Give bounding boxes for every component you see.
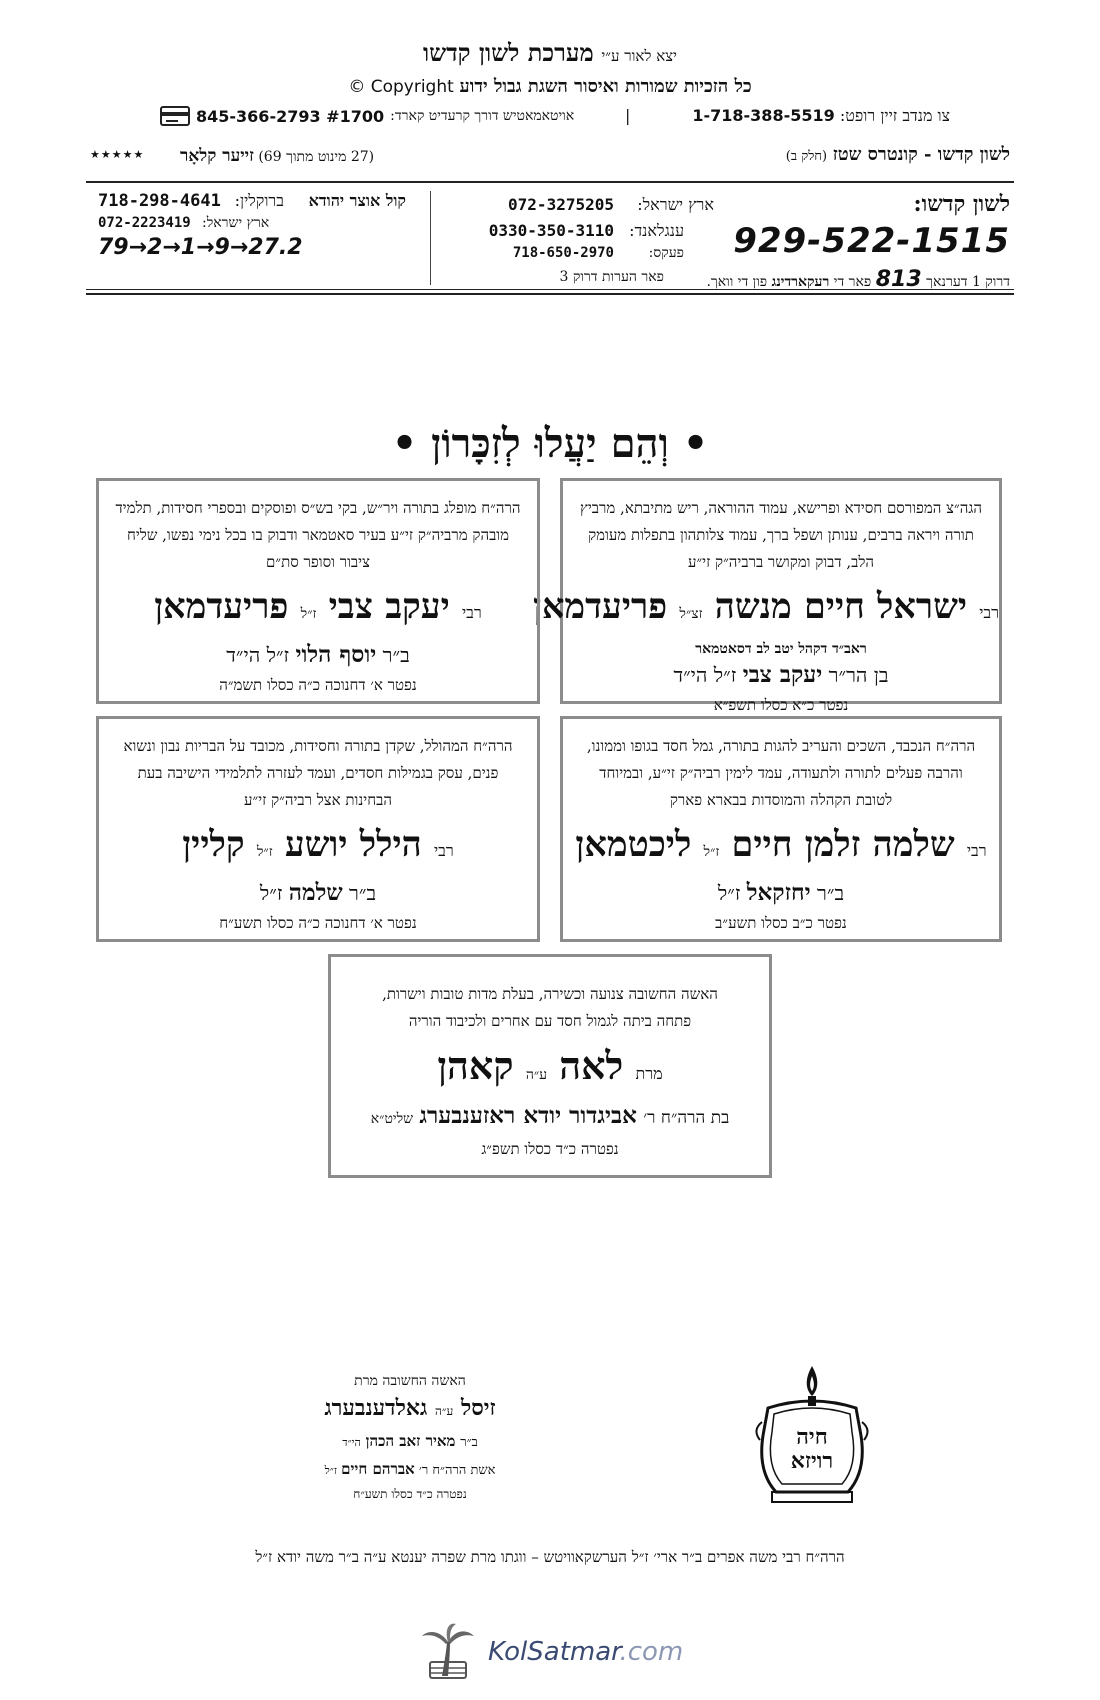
memorial-description: האשה החשובה צנועה וכשירה, בעלת מדות טובות וישרות, פתחה ביתה לגמול חסד עם אחרים ולכיבוד הוריה: [382, 985, 718, 1030]
donation-call: צו מנדב זיין רופט: 1-718-388-5519: [692, 106, 950, 125]
memorial-date: נפטרה כ״ד כסלו תשפ״ג: [481, 1140, 619, 1158]
phone-bar: [86, 181, 1014, 295]
memorial-extra: ראב״ד דקהל יטב לב דסאטמאר: [695, 641, 867, 657]
fax-number[interactable]: 718-650-2970: [512, 245, 614, 261]
memorial-description: הרה״ח המהולל, שקדן בתורה וחסידות, מכובד על הבריות נבון ונשוא פנים, עסק בגמילות חסדים, ועמד לעזרה לתלמידי הישיבה בעת הבחינות אצל רביה״ק זי״ע: [123, 737, 513, 809]
publisher-line: [0, 38, 1100, 68]
memorial-date: נפטר כ״ב כסלו תשע״ב: [715, 914, 847, 932]
kol-israel-label: ארץ ישראל:: [202, 215, 270, 231]
memorial-title: • וְהֵם יַעֲלוּ לְזִכָּרוֹן •: [391, 420, 709, 467]
england-label: ענגלאנד:: [629, 221, 684, 240]
memorial-small: האשה החשובה מרת זיסל ע״ה גאלדענבערג ב״ר מאיר זאב הכהן הי״ד אשת הרה״ח ר׳ אברהם חיים ז״ל נפטרה כ״ד כסלו תשע״ח: [324, 1373, 496, 1501]
memorial-box: [96, 478, 540, 704]
auto-phone[interactable]: 845-366-2793 #1700: [196, 106, 385, 126]
logo-line-2: רויזא: [790, 1448, 834, 1474]
published-prefix: יצא לאור ע״י: [601, 47, 677, 65]
memorial-box: [533, 478, 1002, 714]
credit-card-icon: [160, 106, 190, 126]
memorial-description: הגה״צ המפורסם חסידא ופרישא, עמוד ההוראה, ריש מתיבתא, מרביץ תורה ויראה ברבים, ענותן ושפל ברך, עמוד צלותהון בתפלות מעומק הלב, דבוק ומקושר ברביה״ק זי״ע: [580, 499, 982, 571]
memorial-name: רבי ישראל חיים מנשה זצ״ל פריעדמאן: [533, 586, 999, 627]
kol-label: קול אוצר יהודא: [308, 191, 406, 210]
copyright-line: [0, 76, 1100, 97]
section-info: (27 מינוט מתוך 69) זייער קלאָר: [180, 146, 375, 166]
memorial-name: רבי יעקב צבי ז״ל פריעדמאן: [154, 586, 482, 627]
notes-line: פאר הערות דרוק 3: [559, 269, 664, 285]
israel-number[interactable]: 072-3275205: [508, 195, 614, 214]
memorial-name: רבי שלמה זלמן חיים ז״ל ליכטמאן: [575, 824, 987, 865]
memorial-date: נפטר כ״א כסלו תשפ״א: [713, 696, 849, 714]
donation-line: [160, 106, 950, 132]
separator: |: [625, 106, 631, 125]
memorial-description: הרה״ח הנכבד, השכים והעריב להגות בתורה, גמל חסד בגופו וממונו, והרבה פעלים לתורה ולתעודה, עמד לימין רביה״ק זי״ע, ובמיוחד לטובת הקהלה והמוסדות בבארא פארק: [586, 737, 976, 809]
memorial-name: מרת לאה ע״ה קאהן: [437, 1043, 663, 1088]
copyright-latin: Copyright ©: [348, 77, 454, 97]
lashon-number[interactable]: 929-522-1515: [733, 221, 1010, 261]
footer-logo[interactable]: [420, 1622, 683, 1682]
candle-logo: [748, 1360, 876, 1510]
brooklyn-number[interactable]: 718-298-4641: [98, 191, 221, 211]
fax-label: פעקס:: [648, 245, 684, 261]
call-phone[interactable]: 1-718-388-5519: [692, 106, 835, 125]
bar-divider: [430, 191, 431, 285]
memorial-date: נפטר א׳ דחנוכה כ״ה כסלו תשמ״ה: [219, 676, 417, 694]
lashon-label: לשון קדשו:: [913, 191, 1010, 217]
brooklyn-label: ברוקלין:: [234, 191, 284, 210]
memorial-date: נפטר א׳ דחנוכה כ״ה כסלו תשע״ח: [219, 914, 417, 932]
footer-brand: KolSatmar.com: [488, 1637, 684, 1667]
rating-stars: ★★★★★: [90, 148, 145, 161]
copyright-text: כל הזכיות שמורות ואיסור השגת גבול ידוע: [459, 76, 752, 97]
publisher-name: מערכת לשון קדשו: [423, 38, 594, 67]
memorial-description: הרה״ח מופלג בתורה ויר״ש, בקי בש״ס ופוסקים ובספרי חסידות, תלמיד מובהק מרביה״ק זי״ע בעיר סאטמאר ודבוק בו בכל נימי נפשו, שליח ציבור וסופר סת״ם: [115, 499, 521, 571]
kol-israel-number[interactable]: 072-2223419: [98, 215, 191, 231]
memorial-box: [560, 716, 1002, 942]
memorial-father: ב״ר יחזקאל ז״ל: [717, 879, 845, 906]
donation-auto: 845-366-2793 #1700 אויטאמאטיש דורך קרעדיט קארד:: [160, 106, 574, 126]
memorial-box: [96, 716, 540, 942]
palm-tree-icon: [420, 1622, 476, 1682]
england-number[interactable]: 0330-350-3110: [488, 221, 614, 240]
memorial-father: ב״ר יוסף הלוי ז״ל הי״ד: [226, 641, 410, 668]
memorial-box: [328, 954, 772, 1178]
memorial-name: רבי הילל יושע ז״ל קליין: [182, 824, 454, 865]
memorial-father: ב״ר שלמה ז״ל: [259, 879, 377, 906]
memorial-father: בן הר״ר יעקב צבי ז״ל הי״ד: [673, 661, 889, 688]
candle-icon: [748, 1360, 876, 1510]
memorial-father: בת הרה״ח ר׳ אביגדור יודא ראזענבערג שליט״א: [370, 1102, 730, 1129]
section-title: לשון קדשו - קונטרס שטז (חלק ב): [785, 144, 1010, 165]
druk-instructions: דרוק 1 דערנאך 813 פאר די רעקארדינג פון די וואך.: [706, 267, 1010, 292]
bottom-memorial-line: הרה״ח רבי משה אפרים ב״ר ארי׳ ז״ל הערשקאוויטש – ווגתו מרת שפרה יענטא ע״ה ב״ר משה יודא ז״ל: [255, 1548, 845, 1566]
israel-label: ארץ ישראל:: [637, 195, 714, 214]
key-sequence: 79→2→1→9→27.2: [98, 235, 303, 260]
logo-line-1: חיה: [796, 1424, 828, 1450]
